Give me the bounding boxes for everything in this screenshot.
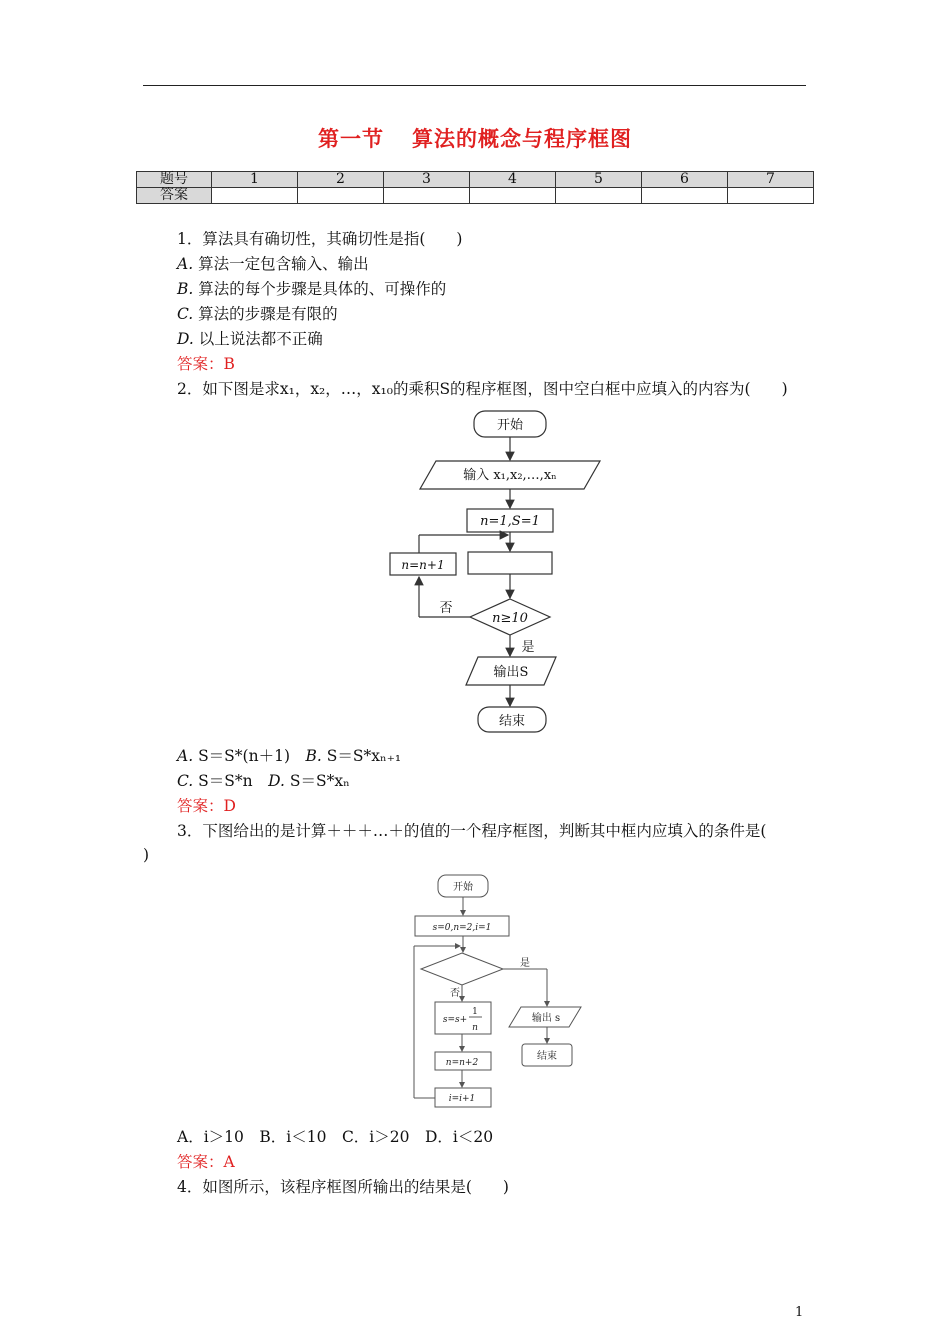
input-label: 输入 x₁,x₂,…,xₙ: [463, 468, 557, 483]
q2-options-line2: [177, 771, 350, 791]
blank-box[interactable]: [468, 552, 552, 574]
table-cell: 2: [298, 172, 384, 188]
table-cell: 4: [470, 172, 556, 188]
option-letter: D.: [268, 772, 285, 790]
q3-answer: 答案：A: [177, 1153, 235, 1171]
q3-flowchart: [405, 870, 595, 1120]
q4-stem: 4．如图所示，该程序框图所输出的结果是( ): [177, 1178, 509, 1196]
sum-label: s=s+: [442, 1015, 468, 1025]
option-text: 算法的每个步骤是具体的、可操作的: [198, 280, 447, 298]
table-cell: 7: [728, 172, 814, 188]
option-text: S＝S*(n＋1): [198, 747, 290, 765]
option-letter: B.: [305, 747, 322, 765]
option-letter: C.: [177, 305, 194, 323]
table-row-label: 题号: [137, 172, 212, 188]
answer-cell[interactable]: [642, 188, 728, 204]
q1-option-b: [177, 279, 446, 299]
table-cell: 3: [384, 172, 470, 188]
q1-answer: 答案：B: [177, 355, 235, 373]
condition-label: n≥10: [492, 611, 528, 626]
frac-denominator: n: [472, 1023, 478, 1033]
option-text: S＝S*xₙ: [289, 772, 350, 790]
q2-stem: 2．如下图是求x₁，x₂，…，x₁₀的乘积S的程序框图，图中空白框中应填入的内容为( ): [177, 380, 788, 398]
frac-numerator: 1: [472, 1007, 478, 1017]
start-label: 开始: [496, 418, 524, 433]
end-label: 结束: [537, 1051, 557, 1062]
yes-label: 是: [521, 640, 535, 655]
option-letter: A.: [177, 747, 194, 765]
option-text: S＝S*xₙ₊₁: [326, 747, 402, 765]
table-row-label: 答案: [137, 188, 212, 204]
end-label: 结束: [498, 714, 526, 729]
q1-stem: 1．算法具有确切性，其确切性是指( ): [177, 230, 463, 248]
option-text: 算法的步骤是有限的: [198, 305, 338, 323]
answer-cell[interactable]: [556, 188, 642, 204]
option-text: 算法一定包含输入、输出: [198, 255, 369, 273]
option-text: 以上说法都不正确: [198, 330, 323, 348]
option-text: S＝S*n: [198, 772, 253, 790]
answer-table: [136, 171, 814, 204]
q3-options: A．i＞10 B．i＜10 C．i＞20 D．i＜20: [177, 1128, 494, 1146]
answer-cell[interactable]: [384, 188, 470, 204]
table-row: [137, 188, 814, 204]
answer-cell[interactable]: [728, 188, 814, 204]
answer-cell[interactable]: [298, 188, 384, 204]
answer-cell[interactable]: [470, 188, 556, 204]
answer-cell[interactable]: [212, 188, 298, 204]
no-label: 否: [450, 988, 460, 999]
output-label: 输出 s: [531, 1013, 561, 1024]
i-step-label: i=i+1: [448, 1094, 476, 1104]
q3-stem-continued: ): [143, 846, 150, 864]
page-number: 1: [795, 1305, 804, 1320]
no-label: 否: [439, 601, 453, 616]
table-cell: 1: [212, 172, 298, 188]
q2-answer: 答案：D: [177, 797, 236, 815]
table-row: [137, 172, 814, 188]
q1-option-c: [177, 304, 338, 324]
option-letter: B.: [177, 280, 194, 298]
init-label: n=1,S=1: [480, 514, 540, 529]
table-cell: 5: [556, 172, 642, 188]
section-title: [0, 123, 950, 153]
init-label: s=0,n=2,i=1: [432, 923, 492, 933]
n-step-label: n=n+2: [445, 1058, 479, 1068]
section-number: 第一节: [318, 126, 384, 151]
q1-option-a: [177, 254, 369, 274]
yes-label: 是: [520, 958, 530, 969]
q2-options-line1: [177, 746, 401, 766]
output-label: 输出S: [493, 665, 529, 680]
q3-stem: 3．下图给出的是计算＋＋＋…＋的值的一个程序框图，判断其中框内应填入的条件是(: [177, 822, 767, 840]
start-label: 开始: [453, 882, 473, 893]
q2-flowchart: [380, 405, 620, 740]
header-rule: [143, 85, 806, 86]
section-name: 算法的概念与程序框图: [412, 126, 632, 151]
increment-label: n=n+1: [401, 558, 445, 572]
q1-option-d: [177, 329, 323, 349]
option-letter: D.: [177, 330, 194, 348]
condition-diamond[interactable]: [421, 953, 503, 985]
option-letter: C.: [177, 772, 194, 790]
table-cell: 6: [642, 172, 728, 188]
option-letter: A.: [177, 255, 194, 273]
